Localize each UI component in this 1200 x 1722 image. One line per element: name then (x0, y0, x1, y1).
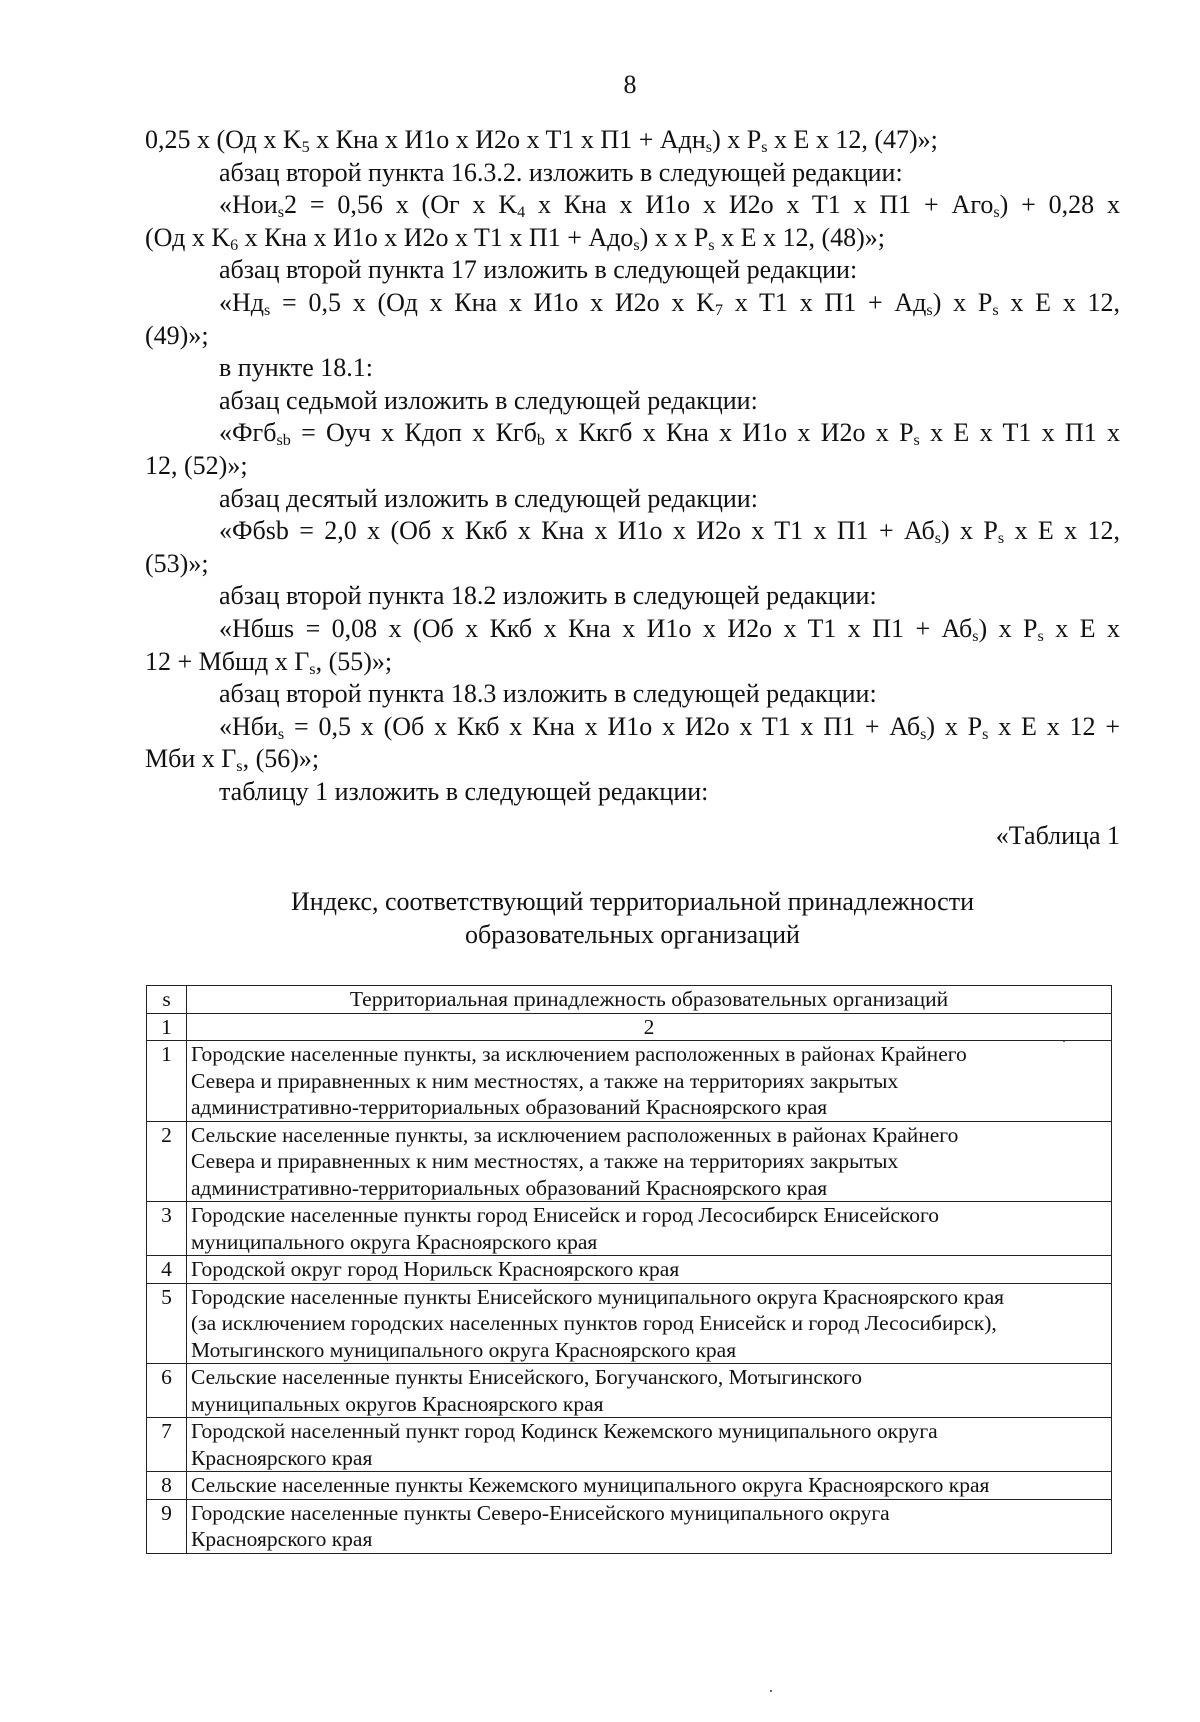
subscript: s (934, 530, 942, 548)
table-caption-line-1: Индекс, соответствующий территориальной принадлежности (291, 887, 974, 916)
text-line-l6 (145, 287, 1120, 320)
table-row (147, 1364, 1112, 1418)
text-line-l3 (145, 189, 1120, 222)
table-row (147, 1202, 1112, 1256)
table-row (147, 1121, 1112, 1202)
text-line-l18 (145, 678, 1120, 711)
row-territory (187, 1472, 1112, 1500)
text-line-l10 (145, 417, 1120, 450)
row-territory (187, 1283, 1112, 1364)
text-fragment: x Кна x И1о x И2о x T1 x П1 + Адо (238, 222, 634, 252)
text-fragment: абзац десятый изложить в следующей редакции: (219, 483, 758, 513)
header-s: s (147, 986, 187, 1014)
row-territory (187, 1121, 1112, 1202)
row-territory-line: Городские населенные пункты Енисейского муниципального округа Красноярского края (191, 1284, 1005, 1309)
text-line-l13 (145, 515, 1120, 548)
text-line-l14 (145, 548, 1120, 581)
row-territory-line: Мотыгинского муниципального округа Красноярского края (191, 1337, 737, 1362)
row-territory-line: Городские населенные пункты Северо-Енисейского муниципального округа (191, 1500, 890, 1525)
row-territory-line: Севера и приравненных к ним местностях, а также на территориях закрытых (191, 1068, 899, 1093)
row-territory-line: Сельские населенные пункты Енисейского, Богучанского, Мотыгинского (191, 1365, 863, 1389)
subscript: s (997, 530, 1005, 548)
text-fragment: 2 = 0,56 x (Ог x K (283, 190, 518, 220)
text-fragment: ) x P (941, 516, 998, 546)
text-fragment: = Оуч x Кдоп x Кгб (290, 418, 537, 448)
header-territory: Территориальная принадлежность образовательных организаций (187, 986, 1112, 1014)
table-row (147, 1283, 1112, 1364)
territorial-index-table (146, 985, 1112, 1554)
row-territory-line: Городские населенные пункты, за исключением расположенных в районах Крайнего (191, 1042, 967, 1066)
subscript: b (536, 432, 545, 450)
text-fragment: x E x 12, (1004, 516, 1120, 546)
text-fragment: , (55)»; (315, 646, 393, 676)
text-fragment: ) x x P (639, 222, 709, 252)
subscript: s (236, 758, 243, 776)
row-territory-line: Сельские населенные пункты, за исключением расположенных в районах Крайнего (191, 1122, 959, 1147)
text-fragment: x T1 x П1 + Ад (723, 287, 927, 317)
subscript: s (761, 139, 768, 157)
text-fragment: «Нбшs = 0,08 x (Об x Ккб x Кна x И1о x И2о x T1 x П1 + Аб (219, 613, 973, 643)
text-line-l20 (145, 743, 1120, 776)
row-territory (187, 1499, 1112, 1553)
subscript: 6 (230, 236, 239, 254)
text-line-l2 (145, 157, 1120, 190)
text-line-l9 (145, 385, 1120, 418)
subscript: 7 (714, 301, 724, 319)
text-fragment: абзац второй пункта 18.2 изложить в следующей редакции: (219, 581, 877, 611)
subscript: s (264, 301, 271, 319)
row-index-s: 3 (147, 1202, 187, 1256)
text-fragment: x E x (1043, 613, 1120, 643)
row-index-s: 5 (147, 1283, 187, 1364)
subscript: s (982, 725, 989, 743)
text-fragment: абзац седьмой изложить в следующей редакции: (219, 385, 758, 415)
text-fragment: = 0,5 x (Об x Ккб x Кна x И1о x И2о x T1 x П1 + Аб (284, 711, 921, 741)
table-caption (145, 885, 1120, 951)
row-index-s: 8 (147, 1472, 187, 1500)
row-territory (187, 1256, 1112, 1284)
numbering-col-2: 2 (187, 1013, 1112, 1041)
row-territory-line: Севера и приравненных к ним местностях, а также на территориях закрытых (191, 1149, 899, 1173)
numbering-col-1: 1 (147, 1013, 187, 1041)
text-fragment: x E x 12, (998, 287, 1121, 317)
table-header-row (147, 986, 1112, 1014)
table-row (147, 1256, 1112, 1284)
row-index-s: 1 (147, 1041, 187, 1122)
text-fragment: «Таблица 1 (995, 821, 1120, 851)
subscript: s (277, 725, 285, 743)
scan-speck (1063, 1040, 1065, 1042)
subscript: sb (276, 432, 291, 450)
text-line-l12 (145, 483, 1120, 516)
text-fragment: Мби x Г (145, 744, 237, 774)
row-territory (187, 1041, 1112, 1122)
text-fragment: x E x 12, (48)»; (714, 222, 885, 252)
text-fragment: абзац второй пункта 16.3.2. изложить в следующей редакции: (219, 157, 903, 187)
text-fragment: ) x P (932, 287, 993, 317)
text-fragment: (53)»; (145, 548, 209, 578)
text-fragment: x E x T1 x П1 x (919, 418, 1120, 448)
row-territory (187, 1364, 1112, 1418)
subscript: s (992, 301, 999, 319)
row-index-s: 4 (147, 1256, 187, 1284)
row-territory-line: (за исключением городских населенных пунктов город Енисейск и город Лесосибирск), (191, 1311, 997, 1335)
row-territory-line: муниципального округа Красноярского края (191, 1229, 598, 1254)
text-fragment: «Нои (219, 190, 278, 220)
table-caption-line-2: образовательных организаций (465, 920, 800, 949)
text-fragment: = 0,5 x (Од x Кна x И1о x И2о x K (270, 287, 715, 317)
subscript: s (993, 204, 1000, 222)
row-territory-line: Красноярского края (191, 1527, 373, 1551)
row-index-s: 9 (147, 1499, 187, 1553)
subscript: s (920, 725, 927, 743)
row-territory-line: муниципальных округов Красноярского края (191, 1391, 604, 1416)
row-territory-line: административно-территориальных образований Красноярского края (191, 1175, 828, 1200)
table-numbering-row (147, 1013, 1112, 1041)
text-line-l21 (145, 776, 1120, 809)
row-territory-line: Городской округ город Норильск Красноярского края (191, 1257, 680, 1281)
subscript: 4 (517, 204, 526, 222)
table-row (147, 1418, 1112, 1472)
row-index-s: 6 (147, 1364, 187, 1418)
amendment-text (145, 124, 1120, 853)
table-row (147, 1499, 1112, 1553)
text-fragment: (49)»; (145, 320, 209, 350)
subscript: s (972, 627, 979, 645)
subscript: s (705, 139, 713, 157)
text-fragment: 12, (52)»; (145, 450, 248, 480)
text-fragment: ) x P (978, 613, 1038, 643)
text-fragment: ) + 0,28 x (999, 190, 1120, 220)
text-fragment: (Од x K (145, 222, 231, 252)
subscript: s (913, 432, 920, 450)
text-line-l7 (145, 320, 1120, 353)
subscript: s (277, 204, 284, 222)
text-line-l8 (145, 352, 1120, 385)
text-fragment: x E x 12, (47)»; (767, 125, 938, 154)
text-fragment: x Ккгб x Кна x И1о x И2о x P (544, 418, 914, 448)
row-territory (187, 1418, 1112, 1472)
text-line-l15 (145, 580, 1120, 613)
text-fragment: «Фбsb = 2,0 x (Об x Ккб x Кна x И1о x И2о x T1 x П1 + Аб (219, 516, 935, 546)
text-line-l17 (145, 646, 1120, 679)
text-line-l5 (145, 254, 1120, 287)
text-fragment: x E x 12 + (988, 711, 1121, 741)
row-index-s: 7 (147, 1418, 187, 1472)
row-territory-line: административно-территориальных образований Красноярского края (191, 1095, 828, 1119)
row-territory-line: Городской населенный пункт город Кодинск Кежемского муниципального округа (191, 1419, 938, 1443)
text-fragment: абзац второй пункта 18.3 изложить в следующей редакции: (219, 679, 877, 709)
text-fragment: ) x P (712, 125, 762, 154)
text-fragment: x Кна x И1о x И2о x T1 x П1 + Аго (525, 190, 994, 220)
text-fragment: «Фгб (219, 418, 277, 448)
row-territory-line: Красноярского края (191, 1445, 373, 1470)
row-index-s: 2 (147, 1121, 187, 1202)
text-fragment: абзац второй пункта 17 изложить в следующей редакции: (219, 255, 858, 285)
text-line-l19 (145, 711, 1120, 744)
text-line-l1 (145, 124, 1120, 157)
text-fragment: x Кна x И1о x И2о x T1 x П1 + Адн (309, 125, 706, 154)
subscript: s (633, 236, 640, 254)
subscript: s (1037, 627, 1044, 645)
text-fragment: ) x P (926, 711, 983, 741)
text-fragment: «Нд (219, 287, 265, 317)
text-line-l4 (145, 222, 1120, 255)
subscript: 5 (301, 139, 310, 157)
text-fragment: 0,25 x (Од x K (145, 125, 302, 154)
text-fragment: в пункте 18.1: (219, 353, 374, 383)
row-territory-line: Городские населенные пункты город Енисейск и город Лесосибирск Енисейского (191, 1203, 940, 1227)
text-line-l16 (145, 613, 1120, 646)
subscript: s (926, 301, 933, 319)
text-line-l22 (145, 808, 1120, 853)
page-number: 8 (623, 70, 637, 99)
text-fragment: «Нби (219, 711, 278, 741)
table-row (147, 1472, 1112, 1500)
row-territory-line: Сельские населенные пункты Кежемского муниципального округа Красноярского края (191, 1473, 990, 1497)
text-fragment: , (56)»; (242, 744, 320, 774)
subscript: s (309, 660, 316, 678)
text-fragment: 12 + Мбшд x Г (145, 646, 310, 676)
scan-speck (770, 1690, 772, 1692)
text-fragment: таблицу 1 изложить в следующей редакции: (219, 776, 709, 806)
text-line-l11 (145, 450, 1120, 483)
row-territory (187, 1202, 1112, 1256)
subscript: s (708, 236, 715, 254)
table-row (147, 1041, 1112, 1122)
